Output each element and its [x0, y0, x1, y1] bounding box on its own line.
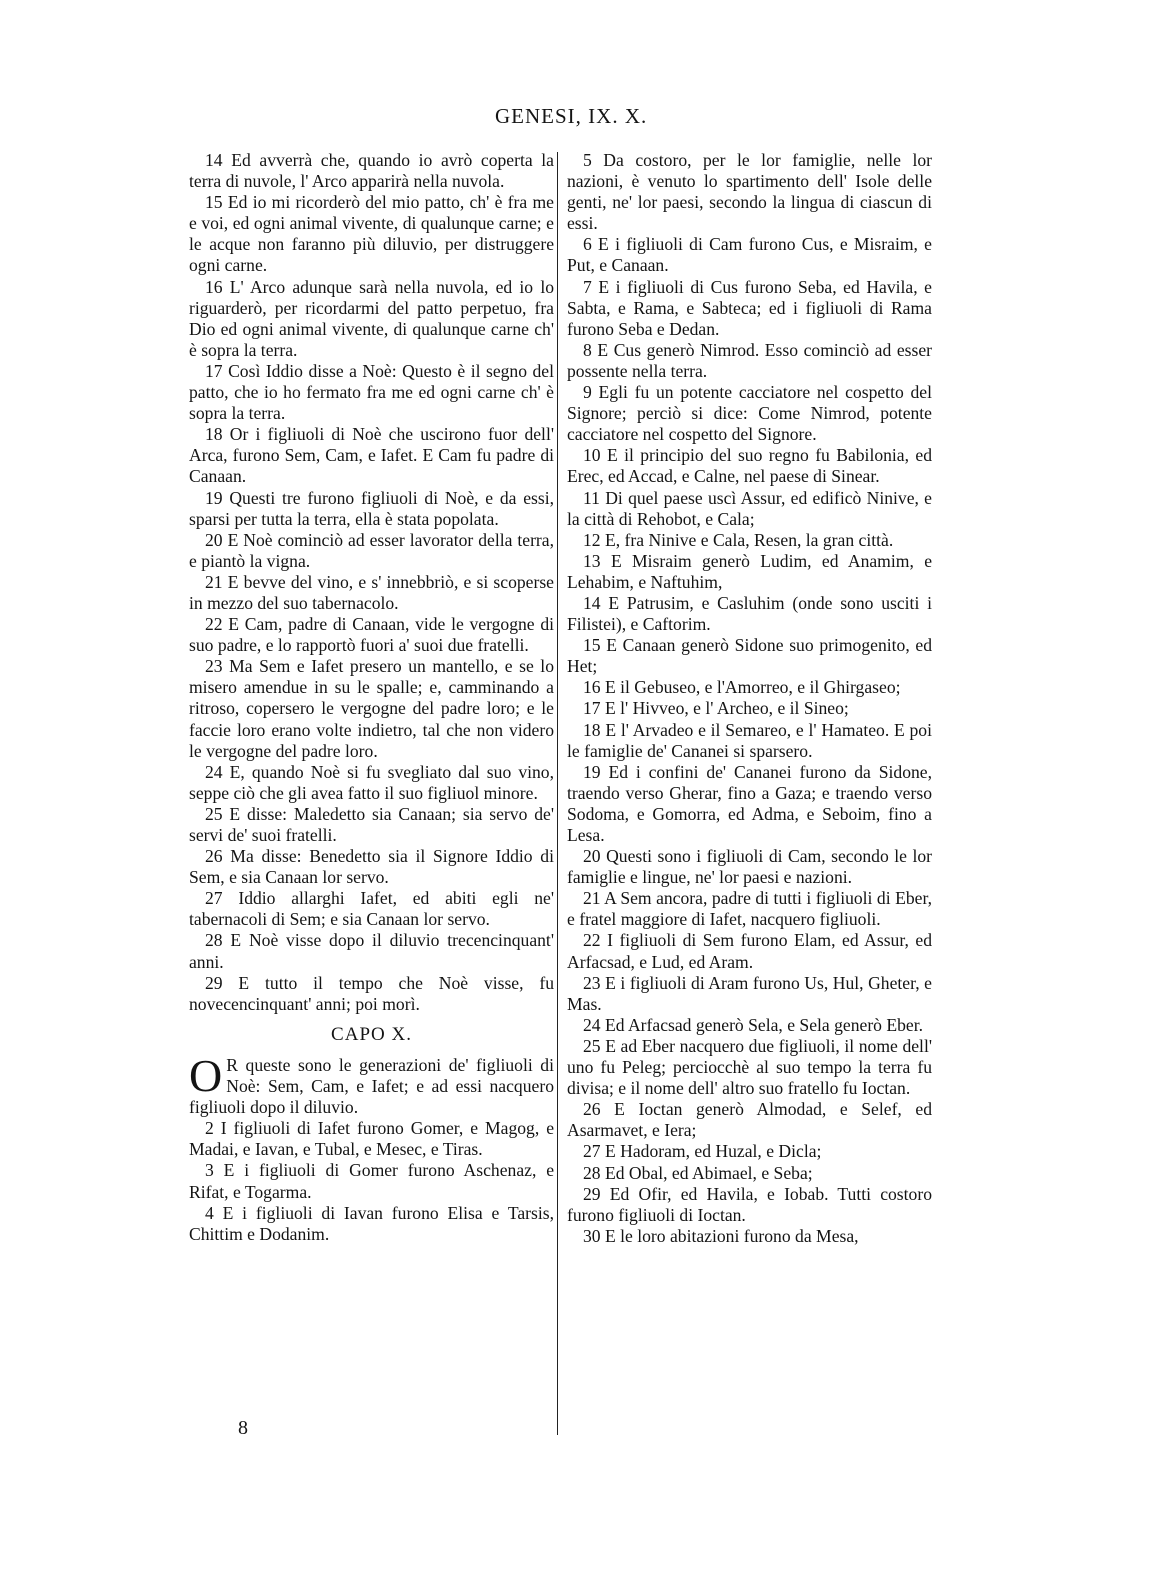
- verse: 21 E bevve del vino, e s' innebbriò, e si scoperse in mezzo del suo tabernacolo.: [189, 571, 554, 613]
- first-verse-text: R queste sono le generazioni de' figliuoli di Noè: Sem, Cam, e Iafet; e ad essi nacquero figliuoli dopo il diluvio.: [189, 1054, 554, 1118]
- page-number: 8: [238, 1417, 248, 1439]
- verse: 6 E i figliuoli di Cam furono Cus, e Misraim, e Put, e Canaan.: [567, 234, 932, 276]
- verse: 16 L' Arco adunque sarà nella nuvola, ed io lo riguarderò, per ricordarmi del patto perpetuo, fra Dio ed ogni animal vivente, di qualunque carne ch' è sopra la terra.: [189, 276, 554, 360]
- left-column: [189, 150, 554, 1245]
- verse: 17 Così Iddio disse a Noè: Questo è il segno del patto, che io ho fermato fra me ed ogni carne ch' è sopra la terra.: [189, 360, 554, 424]
- right-column: [567, 150, 932, 1247]
- verse: 24 Ed Arfacsad generò Sela, e Sela generò Eber.: [583, 1014, 924, 1035]
- verse: 20 E Noè cominciò ad esser lavorator della terra, e piantò la vigna.: [189, 529, 554, 571]
- drop-cap: O: [189, 1049, 223, 1101]
- verse: 26 Ma disse: Benedetto sia il Signore Iddio di Sem, e sia Canaan lor servo.: [189, 846, 554, 888]
- verse: 14 Ed avverrà che, quando io avrò coperta la terra di nuvole, l' Arco apparirà nella nuvola.: [189, 150, 554, 192]
- verse: 5 Da costoro, per le lor famiglie, nelle lor nazioni, è venuto lo spartimento dell' Isole delle genti, ne' lor paesi, secondo la lingua di ciascun di essi.: [567, 150, 932, 234]
- verse: 4 E i figliuoli di Iavan furono Elisa e Tarsis, Chittim e Dodanim.: [189, 1202, 554, 1244]
- verse: 11 Di quel paese uscì Assur, ed edificò Ninive, e la città di Rehobot, e Cala;: [567, 487, 932, 529]
- verse: 28 E Noè visse dopo il diluvio trecencinquant' anni.: [189, 930, 554, 972]
- verse: 20 Questi sono i figliuoli di Cam, secondo le lor famiglie e lingue, ne' lor paesi e nazioni.: [567, 846, 932, 888]
- verse: 15 Ed io mi ricorderò del mio patto, ch' è fra me e voi, ed ogni animal vivente, di qualunque carne; e le acque non faranno più diluvio, per distruggere ogni carne.: [189, 192, 554, 276]
- verse: 10 E il principio del suo regno fu Babilonia, ed Erec, ed Accad, e Calne, nel paese di Sinear.: [567, 445, 932, 487]
- verse: 18 E l' Arvadeo e il Semareo, e l' Hamateo. E poi le famiglie de' Cananei si sparsero.: [567, 719, 932, 761]
- verse: 24 E, quando Noè si fu svegliato dal suo vino, seppe ciò che gli avea fatto il suo figliuol minore.: [189, 761, 554, 803]
- verse: 23 E i figliuoli di Aram furono Us, Hul, Gheter, e Mas.: [567, 972, 932, 1014]
- verse: 26 E Ioctan generò Almodad, e Selef, ed Asarmavet, e Iera;: [567, 1099, 932, 1141]
- verse: 22 E Cam, padre di Canaan, vide le vergogne di suo padre, e lo rapportò fuori a' suoi due fratelli.: [189, 614, 554, 656]
- verse: 2 I figliuoli di Iafet furono Gomer, e Magog, e Madai, e Iavan, e Tubal, e Mesec, e Tiras.: [189, 1118, 554, 1160]
- verse: 25 E ad Eber nacquero due figliuoli, il nome dell' uno fu Peleg; perciocchè al suo tempo la terra fu divisa; e il nome dell' altro suo fratello fu Ioctan.: [567, 1035, 932, 1099]
- verse: 28 Ed Obal, ed Abimael, e Seba;: [583, 1162, 813, 1183]
- running-header: GENESI, IX. X.: [495, 104, 648, 128]
- verse: 30 E le loro abitazioni furono da Mesa,: [583, 1225, 859, 1246]
- verse: 23 Ma Sem e Iafet presero un mantello, e se lo misero amendue in su le spalle; e, camminando a ritroso, copersero le vergogne del padre loro; e le faccie loro erano volte indietro, tal che non videro le vergogne del padre loro.: [189, 656, 554, 761]
- column-divider: [557, 152, 558, 1435]
- verse: 22 I figliuoli di Sem furono Elam, ed Assur, ed Arfacsad, e Lud, ed Aram.: [567, 930, 932, 972]
- verse: 29 Ed Ofir, ed Havila, e Iobab. Tutti costoro furono figliuoli di Ioctan.: [567, 1183, 932, 1225]
- first-verse: [189, 1049, 554, 1118]
- verse: 17 E l' Hivveo, e l' Archeo, e il Sineo;: [583, 698, 849, 719]
- verse: 27 E Hadoram, ed Huzal, e Dicla;: [583, 1141, 822, 1162]
- verse: 18 Or i figliuoli di Noè che uscirono fuor dell' Arca, furono Sem, Cam, e Iafet. E Cam fu padre di Canaan.: [189, 424, 554, 487]
- verse: 29 E tutto il tempo che Noè visse, fu novecencinquant' anni; poi morì.: [189, 972, 554, 1014]
- verse: 15 E Canaan generò Sidone suo primogenito, ed Het;: [567, 635, 932, 677]
- verse: 13 E Misraim generò Ludim, ed Anamim, e Lehabim, e Naftuhim,: [567, 550, 932, 592]
- verse: 7 E i figliuoli di Cus furono Seba, ed Havila, e Sabta, e Rama, e Sabteca; ed i figliuoli di Rama furono Seba e Dedan.: [567, 276, 932, 339]
- verse: 27 Iddio allarghi Iafet, ed abiti egli ne' tabernacoli di Sem; e sia Canaan lor servo.: [189, 888, 554, 930]
- verse: 21 A Sem ancora, padre di tutti i figliuoli di Eber, e fratel maggiore di Iafet, nacquero figliuoli.: [567, 888, 932, 930]
- verse: 16 E il Gebuseo, e l'Amorreo, e il Ghirgaseo;: [583, 677, 901, 698]
- verse: 14 E Patrusim, e Casluhim (onde sono usciti i Filistei), e Caftorim.: [567, 592, 932, 635]
- verse: 19 Questi tre furono figliuoli di Noè, e da essi, sparsi per tutta la terra, ella è stata popolata.: [189, 487, 554, 529]
- chapter-heading: CAPO X.: [331, 1023, 412, 1045]
- verse: 9 Egli fu un potente cacciatore nel cospetto del Signore; perciò si dice: Come Nimrod, potente cacciatore nel cospetto del Signore.: [567, 382, 932, 445]
- verse: 8 E Cus generò Nimrod. Esso cominciò ad esser possente nella terra.: [567, 339, 932, 381]
- verse: 25 E disse: Maledetto sia Canaan; sia servo de' servi de' suoi fratelli.: [189, 803, 554, 845]
- verse: 12 E, fra Ninive e Cala, Resen, la gran città.: [583, 529, 894, 550]
- verse: 3 E i figliuoli di Gomer furono Aschenaz, e Rifat, e Togarma.: [189, 1160, 554, 1202]
- verse: 19 Ed i confini de' Cananei furono da Sidone, traendo verso Gherar, fino a Gaza; e traendo verso Sodoma, e Gomorra, ed Adma, e Seboim, fino a Lesa.: [567, 761, 932, 845]
